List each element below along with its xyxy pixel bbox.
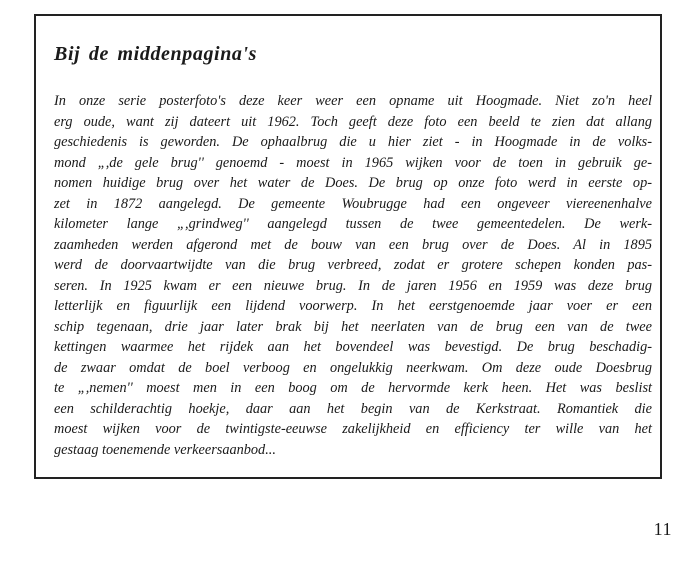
article-box (34, 14, 662, 479)
body-line: zaamheden werden afgerond met de bouw van een brug over de Does. Al in 1895 (54, 236, 652, 253)
article-heading: Bij de middenpagina's (54, 43, 258, 65)
body-line: werd de doorvaartwijdte van die brug verbreed, zodat er grotere schepen konden pas- (54, 257, 652, 273)
body-line: letterlijk en figuurlijk een lijdend voorwerp. In het eerstgenoemde jaar voer er een (54, 298, 652, 314)
body-line: een schilderachtig hoekje, daar aan het begin van de Kerkstraat. Romantiek die (54, 400, 652, 417)
body-line: nomen huidige brug over het water de Does. De brug op onze foto werd in eerste op- (54, 175, 652, 191)
body-line: te „,nemen'' moest men in een boog om de hervormde kerk heen. Het was beslist (54, 380, 652, 396)
body-line: schip tegenaan, drie jaar later brak bij het neerlaten van de brug een van de twee (54, 318, 652, 335)
body-line: kilometer lange „,grindweg'' aangelegd tussen de twee gemeentedelen. De werk- (54, 216, 652, 232)
page-number: 11 (653, 519, 672, 539)
body-line: In onze serie posterfoto's deze keer weer een opname uit Hoogmade. Niet zo'n heel (54, 93, 652, 109)
body-line: mond „,de gele brug'' genoemd - moest in 1965 wijken voor de toen in gebruik ge- (54, 154, 652, 171)
body-line: seren. In 1925 kwam er een nieuwe brug. In de jaren 1956 en 1959 was deze brug (54, 277, 652, 294)
body-line: kettingen waarmee het rijdek aan het bovendeel was bevestigd. De brug beschadig- (54, 339, 652, 355)
article-body (54, 91, 652, 460)
body-line: de zwaar omdat de boel verboog en ongelukkig neerkwam. Om deze oude Doesbrug (54, 359, 652, 376)
body-line: moest wijken voor de twintigste-eeuwse zakelijkheid en efficiency ter wille van het (54, 421, 652, 437)
body-line: erg oude, want zij dateert uit 1962. Toch geeft deze foto een beeld te zien dat allang (54, 113, 652, 130)
body-line-last: gestaag toenemende verkeersaanbod... (54, 441, 276, 458)
body-line: zet in 1872 aangelegd. De gemeente Woubrugge had een ongeveer viereenenhalve (54, 195, 652, 212)
body-line: geschiedenis is geworden. De ophaalbrug die u hier ziet - in Hoogmade in de volks- (54, 134, 652, 150)
